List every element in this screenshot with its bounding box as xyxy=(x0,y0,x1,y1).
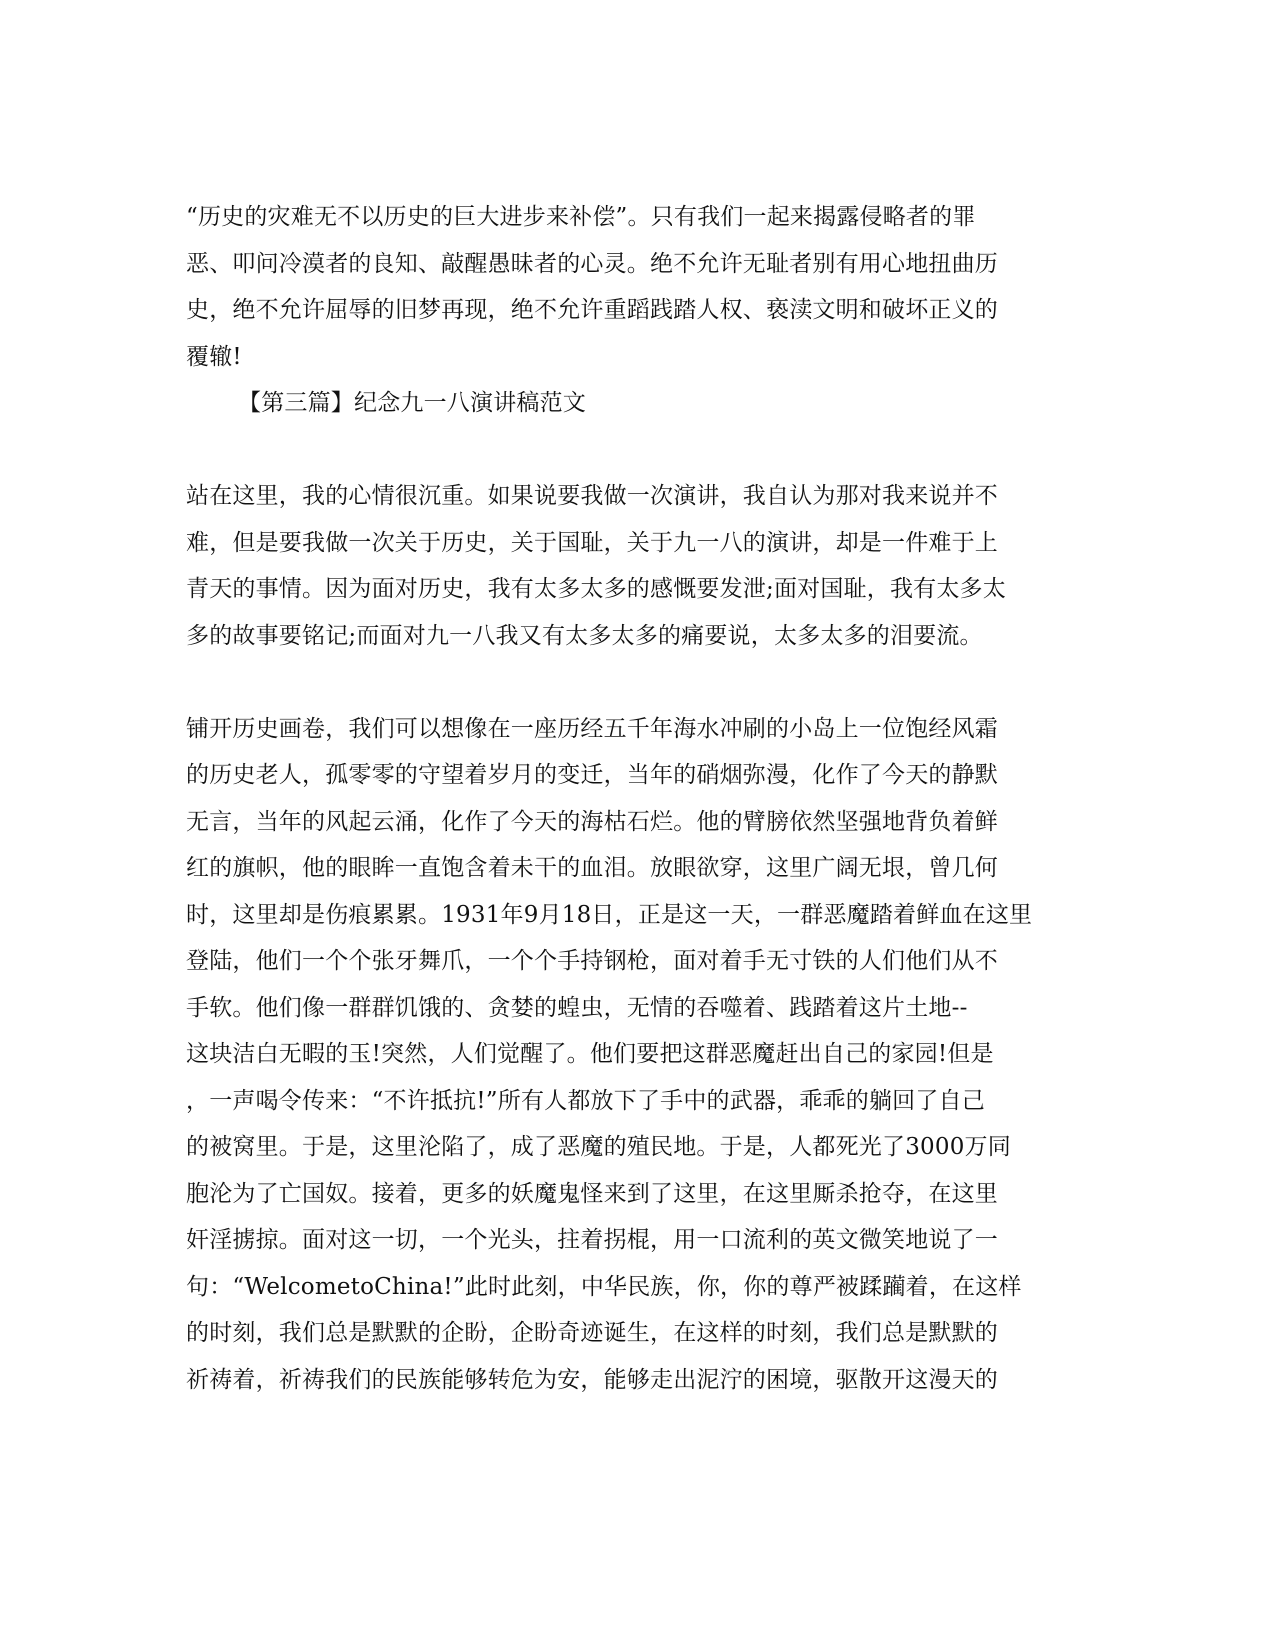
text-line: 难，但是要我做一次关于历史，关于国耻，关于九一八的演讲，却是一件难于上 xyxy=(186,529,998,556)
text-line: 红的旗帜，他的眼眸一直饱含着未干的血泪。放眼欲穿，这里广阔无垠，曾几何 xyxy=(186,855,998,881)
text-line: 这块洁白无暇的玉!突然，人们觉醒了。他们要把这群恶魔赶出自己的家园!但是 xyxy=(186,1041,994,1067)
text-line: 的历史老人，孤零零的守望着岁月的变迁，当年的硝烟弥漫，化作了今天的静默 xyxy=(186,762,998,788)
text-line: “历史的灾难无不以历史的巨大进步来补偿”。只有我们一起来揭露侵略者的罪 xyxy=(186,204,976,230)
text-line: 站在这里，我的心情很沉重。如果说要我做一次演讲，我自认为那对我来说并不 xyxy=(186,483,998,509)
text-line: 多的故事要铭记;而面对九一八我又有太多太多的痛要说，太多太多的泪要流。 xyxy=(186,622,983,649)
text-line: 句：“WelcometoChina!”此时此刻，中华民族，你，你的尊严被蹂躏着，在这样 xyxy=(186,1273,1022,1300)
section-heading: 【第三篇】纪念九一八演讲稿范文 xyxy=(238,390,586,416)
text-line: 时，这里却是伤痕累累。1931年9月18日，正是这一天，一群恶魔踏着鲜血在这里 xyxy=(186,901,1033,928)
text-line: 的时刻，我们总是默默的企盼，企盼奇迹诞生，在这样的时刻，我们总是默默的 xyxy=(186,1320,998,1346)
text-line: 青天的事情。因为面对历史，我有太多太多的感慨要发泄;面对国耻，我有太多太 xyxy=(186,576,1006,602)
text-line: 胞沦为了亡国奴。接着，更多的妖魔鬼怪来到了这里，在这里厮杀抢夺，在这里 xyxy=(186,1180,998,1207)
text-line: 奸淫掳掠。面对这一切，一个光头，拄着拐棍，用一口流利的英文微笑地说了一 xyxy=(186,1227,998,1253)
text-line: 无言，当年的风起云涌，化作了今天的海枯石烂。他的臂膀依然坚强地背负着鲜 xyxy=(186,808,998,835)
text-line: 铺开历史画卷，我们可以想像在一座历经五千年海水冲刷的小岛上一位饱经风霜 xyxy=(186,715,998,742)
document-body xyxy=(186,194,1046,1403)
text-line: 登陆，他们一个个张牙舞爪，一个个手持钢枪，面对着手无寸铁的人们他们从不 xyxy=(186,948,998,974)
text-line: 恶、叩问冷漠者的良知、敲醒愚昧者的心灵。绝不允许无耻者别有用心地扭曲历 xyxy=(186,250,998,277)
paragraph-history-disaster xyxy=(186,194,1046,380)
paragraph-spacer xyxy=(186,427,1046,474)
text-line: 覆辙! xyxy=(186,343,242,370)
text-line: 祈祷着，祈祷我们的民族能够转危为安，能够走出泥泞的困境，驱散开这漫天的 xyxy=(186,1366,998,1393)
text-line: ，一声喝令传来：“不许抵抗!”所有人都放下了手中的武器，乖乖的躺回了自己 xyxy=(186,1087,985,1114)
text-line: 史，绝不允许屈辱的旧梦再现，绝不允许重蹈践踏人权、亵渎文明和破坏正义的 xyxy=(186,297,998,323)
paragraph-history-scroll xyxy=(186,706,1046,1404)
text-line: 手软。他们像一群群饥饿的、贪婪的蝗虫，无情的吞噬着、践踏着这片土地-- xyxy=(186,994,968,1021)
paragraph-spacer xyxy=(186,659,1046,706)
paragraph-standing-here xyxy=(186,473,1046,659)
text-line: 的被窝里。于是，这里沦陷了，成了恶魔的殖民地。于是，人都死光了3000万同 xyxy=(186,1134,1011,1160)
